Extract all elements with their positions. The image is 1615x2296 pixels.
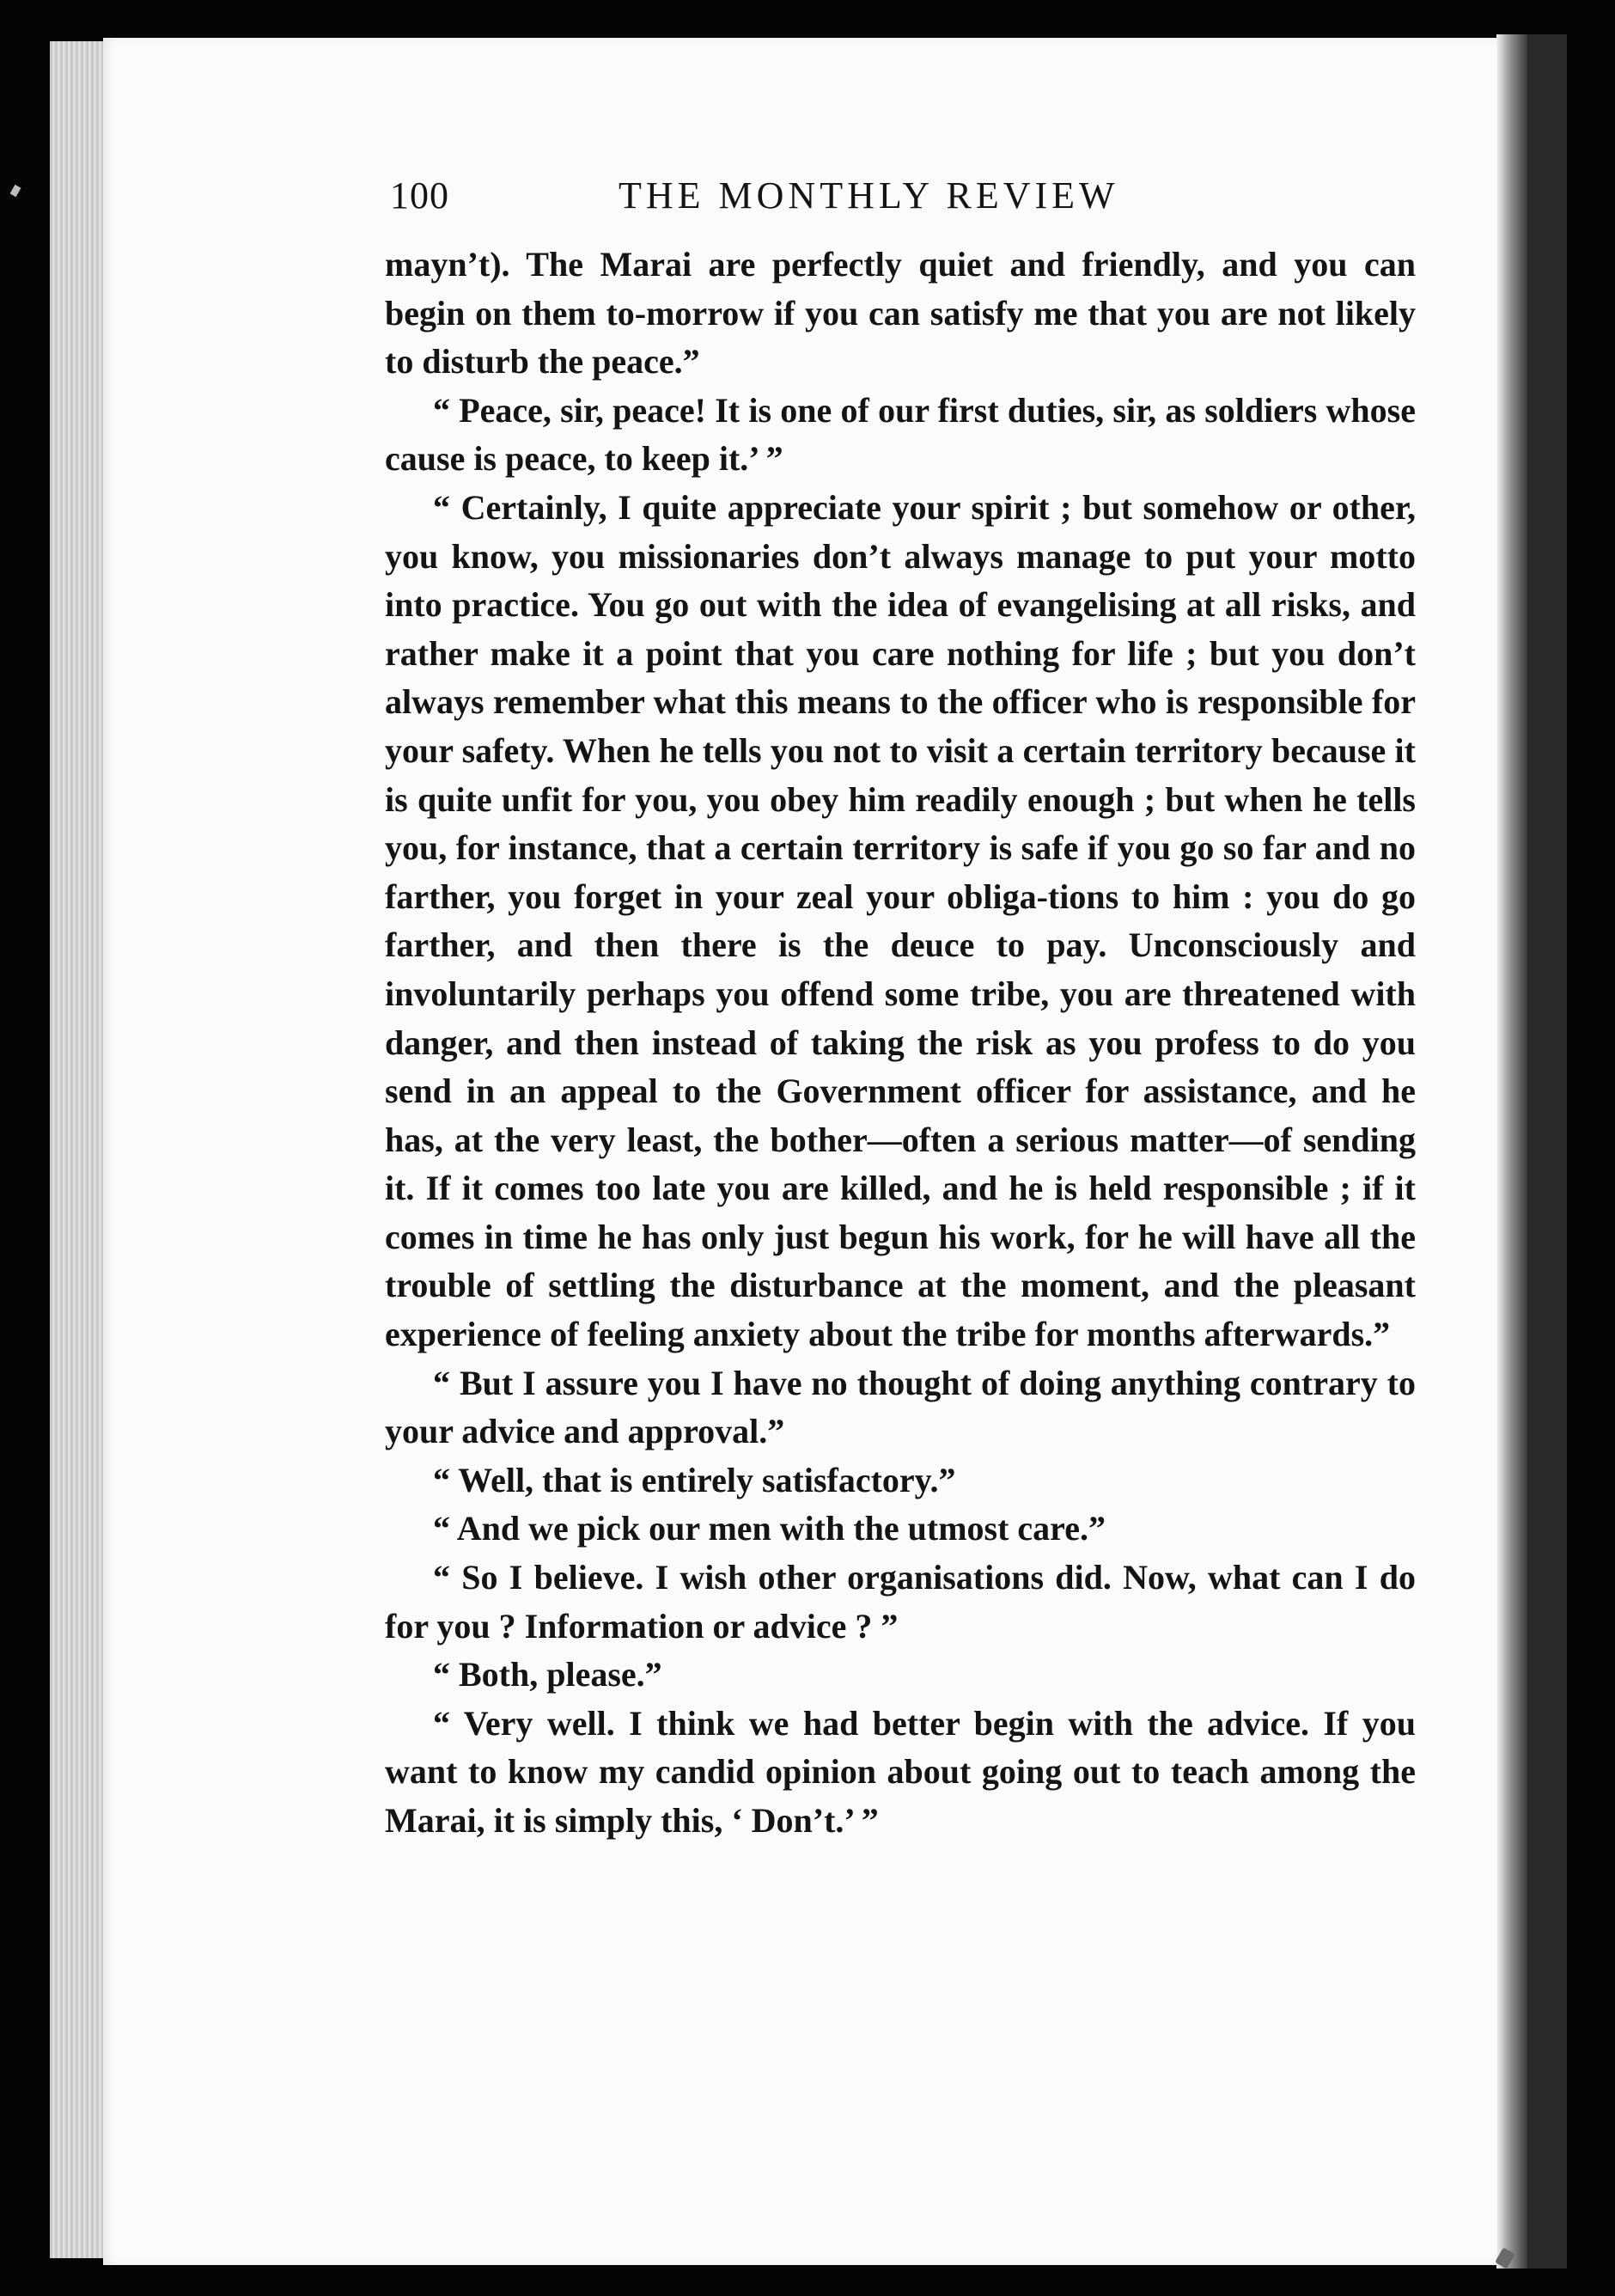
paragraph: “ Certainly, I quite appreciate your spirit ; but somehow or other, you know, you missionaries don’t always manage to put your motto into practice. You go out with the idea of evangelising at all risks, and rather make it a point that you care nothing for life ; but you don’t always remember what this means to the officer who is responsible for your safety. When he tells you not to visit a certain territory because it is quite unfit for you, you obey him readily enough ; but when he tells you, for instance, that a certain territory is safe if you go so far and no farther, you forget in your zeal your obliga-tions to him : you do go farther, and then there is the deuce to pay. Unconsciously and involuntarily perhaps you offend some tribe, you are threatened with danger, and then instead of taking the risk as you profess to do you send in an appeal to the Government officer for assistance, and he has, at the very least, the bother—often a serious matter—of sending it. If it comes too late you are killed, and he is held responsible ; if it comes in time he has only just begun his work, for he will have all the trouble of settling the disturbance at the moment, and the pleasant experience of feeling anxiety about the tribe for months afterwards.” — [385, 487, 1416, 1354]
paragraph: “ Very well. I think we had better begin with the advice. If you want to know my candid opinion about going out to teach among the Marai, it is simply this, ‘ Don’t.’ ” — [385, 1703, 1416, 1840]
binding-gutter — [1496, 34, 1527, 2269]
paragraph: “ Well, that is entirely satisfactory.” — [433, 1460, 956, 1499]
binding-shadow — [1527, 34, 1567, 2269]
body-text — [385, 241, 1416, 1846]
page-number: 100 — [390, 174, 449, 217]
paragraph: mayn’t). The Marai are perfectly quiet and friendly, and you can begin on them to-morrow if you can satisfy me that you are not likely to disturb the peace.” — [385, 245, 1416, 382]
paragraph: “ Both, please.” — [433, 1655, 662, 1695]
running-title: THE MONTHLY REVIEW — [619, 174, 1119, 217]
running-header — [390, 174, 1412, 225]
paragraph: “ Peace, sir, peace! It is one of our first duties, sir, as soldiers whose cause is peace, to keep it.’ ” — [385, 390, 1416, 479]
paragraph: “ So I believe. I wish other organisations did. Now, what can I do for you ? Information or advice ? ” — [385, 1558, 1416, 1646]
paragraph: “ But I assure you I have no thought of doing anything contrary to your advice and approval.” — [385, 1363, 1416, 1451]
paragraph: “ And we pick our men with the utmost care.” — [433, 1509, 1106, 1548]
